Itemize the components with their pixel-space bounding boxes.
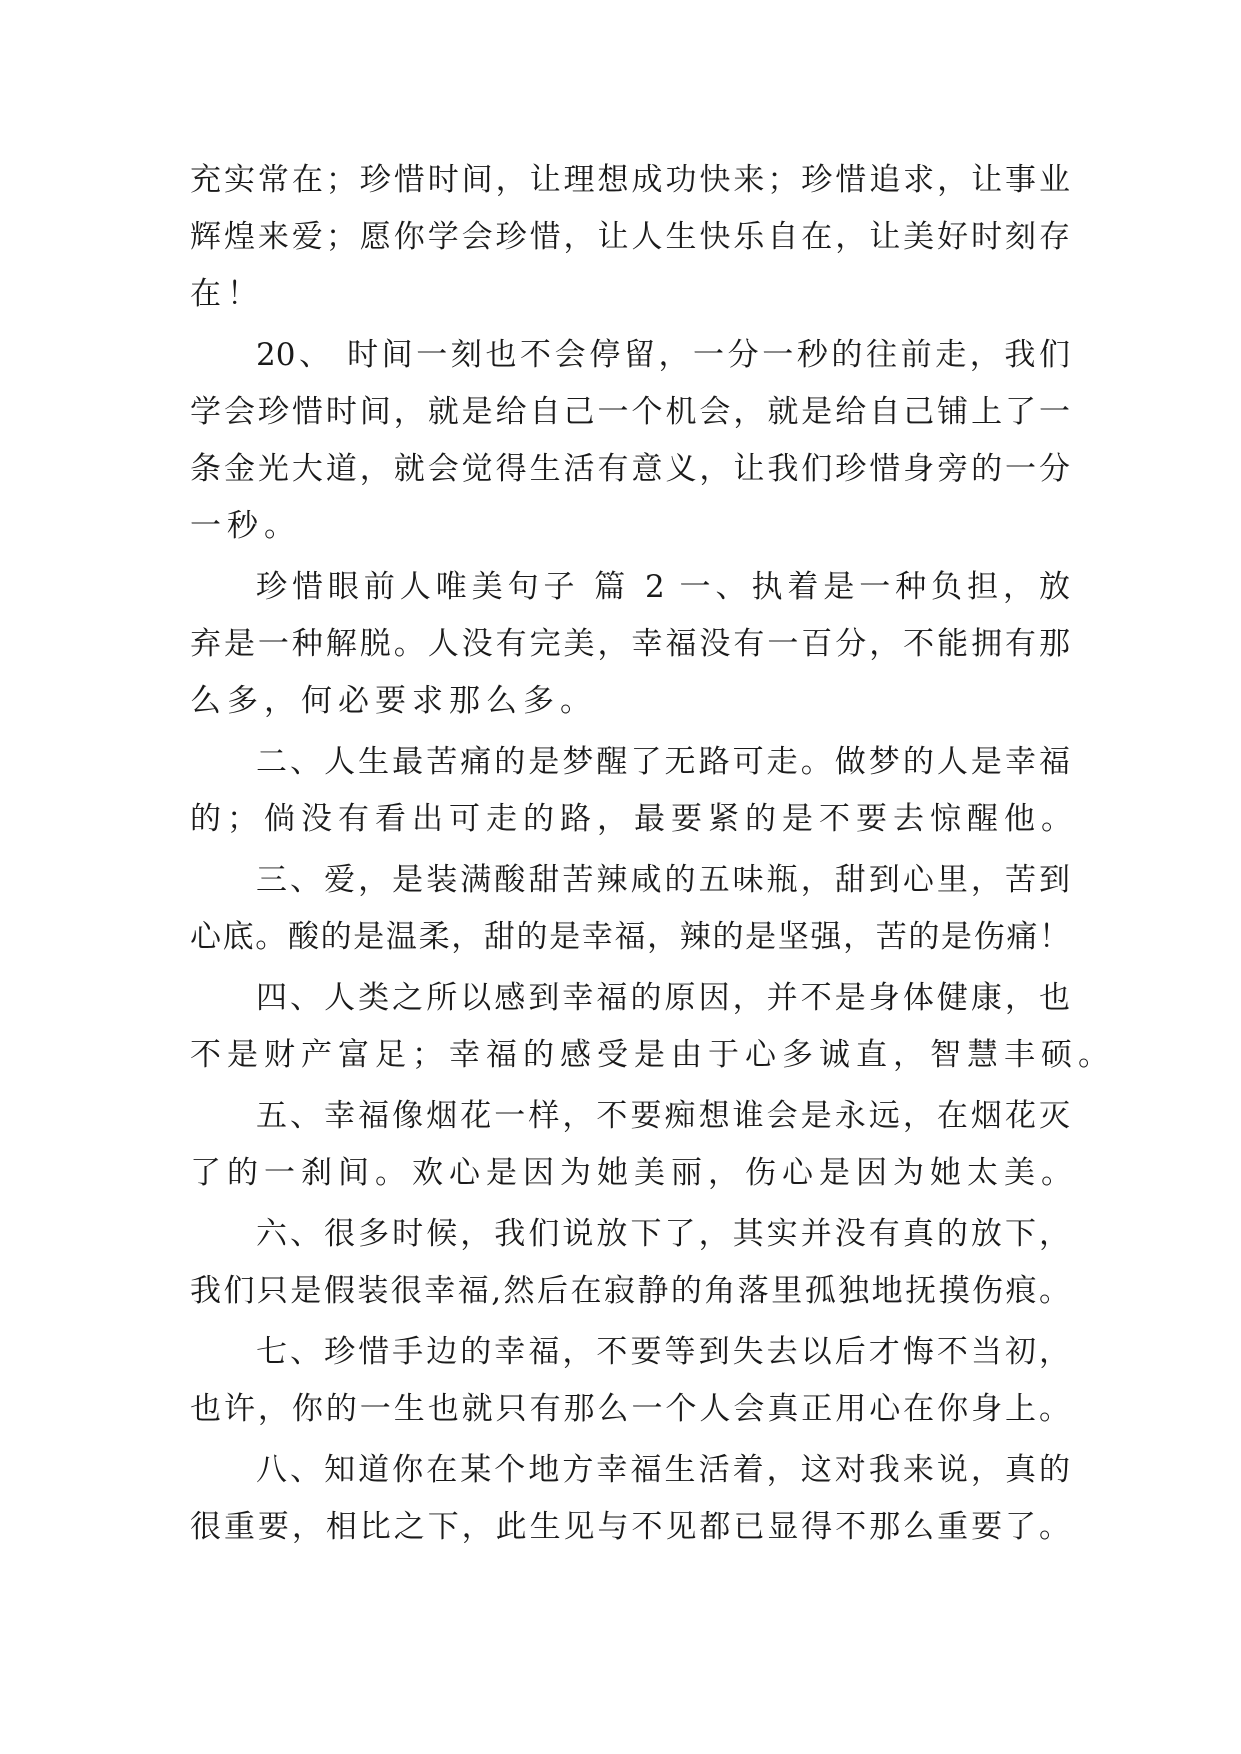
- paragraph-item-7: [190, 1324, 1070, 1438]
- text-line: 学会珍惜时间，就是给自己一个机会，就是给自己铺上了一: [190, 394, 1070, 430]
- text-line: 充实常在；珍惜时间，让理想成功快来；珍惜追求，让事业: [190, 162, 1070, 198]
- text-line: 一秒。: [190, 508, 301, 544]
- paragraph-section-2-item-1: [190, 559, 1070, 730]
- text-line: 五、幸福像烟花一样，不要痴想谁会是永远，在烟花灭: [256, 1098, 1070, 1134]
- document-page: [190, 152, 1115, 1556]
- text-line: 条金光大道，就会觉得生活有意义，让我们珍惜身旁的一分: [190, 451, 1070, 487]
- paragraph-item-4: [190, 970, 1115, 1084]
- paragraph-item-3: [190, 852, 1070, 966]
- paragraph-item-2: [190, 734, 1078, 848]
- paragraph-item-6: [190, 1206, 1070, 1320]
- text-line: 了的一刹间。欢心是因为她美丽，伤心是因为她太美。: [190, 1155, 1078, 1191]
- text-line: 也许，你的一生也就只有那么一个人会真正用心在你身上。: [190, 1391, 1070, 1427]
- section-heading-line: 珍惜眼前人唯美句子 篇 2 一、执着是一种负担，放: [256, 569, 1070, 605]
- text-line: 20、 时间一刻也不会停留，一分一秒的往前走，我们: [256, 337, 1070, 373]
- paragraph-cherish-summary: [190, 152, 1070, 323]
- paragraph-item-20: [190, 327, 1070, 555]
- paragraph-item-8: [190, 1442, 1070, 1556]
- text-line: 很重要，相比之下，此生见与不见都已显得不那么重要了。: [190, 1509, 1070, 1545]
- text-line: 八、知道你在某个地方幸福生活着，这对我来说，真的: [256, 1452, 1070, 1488]
- text-line: 的；倘没有看出可走的路，最要紧的是不要去惊醒他。: [190, 801, 1078, 837]
- text-line: 我们只是假装很幸福,然后在寂静的角落里孤独地抚摸伤痕。: [190, 1273, 1070, 1309]
- text-line: 辉煌来爱；愿你学会珍惜，让人生快乐自在，让美好时刻存: [190, 219, 1070, 255]
- paragraph-item-5: [190, 1088, 1078, 1202]
- text-line: 不是财产富足；幸福的感受是由于心多诚直，智慧丰硕。: [190, 1037, 1115, 1073]
- text-line: 心底。酸的是温柔，甜的是幸福，辣的是坚强，苦的是伤痛！: [190, 919, 1070, 955]
- text-line: 二、人生最苦痛的是梦醒了无路可走。做梦的人是幸福: [256, 744, 1070, 780]
- text-line: 在！: [190, 276, 264, 312]
- text-line: 么多，何必要求那么多。: [190, 683, 597, 719]
- text-line: 四、人类之所以感到幸福的原因，并不是身体健康，也: [256, 980, 1070, 1016]
- text-line: 七、珍惜手边的幸福，不要等到失去以后才悔不当初，: [256, 1334, 1070, 1370]
- text-line: 弃是一种解脱。人没有完美，幸福没有一百分，不能拥有那: [190, 626, 1070, 662]
- text-line: 六、很多时候，我们说放下了，其实并没有真的放下，: [256, 1216, 1070, 1252]
- text-line: 三、爱，是装满酸甜苦辣咸的五味瓶，甜到心里，苦到: [256, 862, 1070, 898]
